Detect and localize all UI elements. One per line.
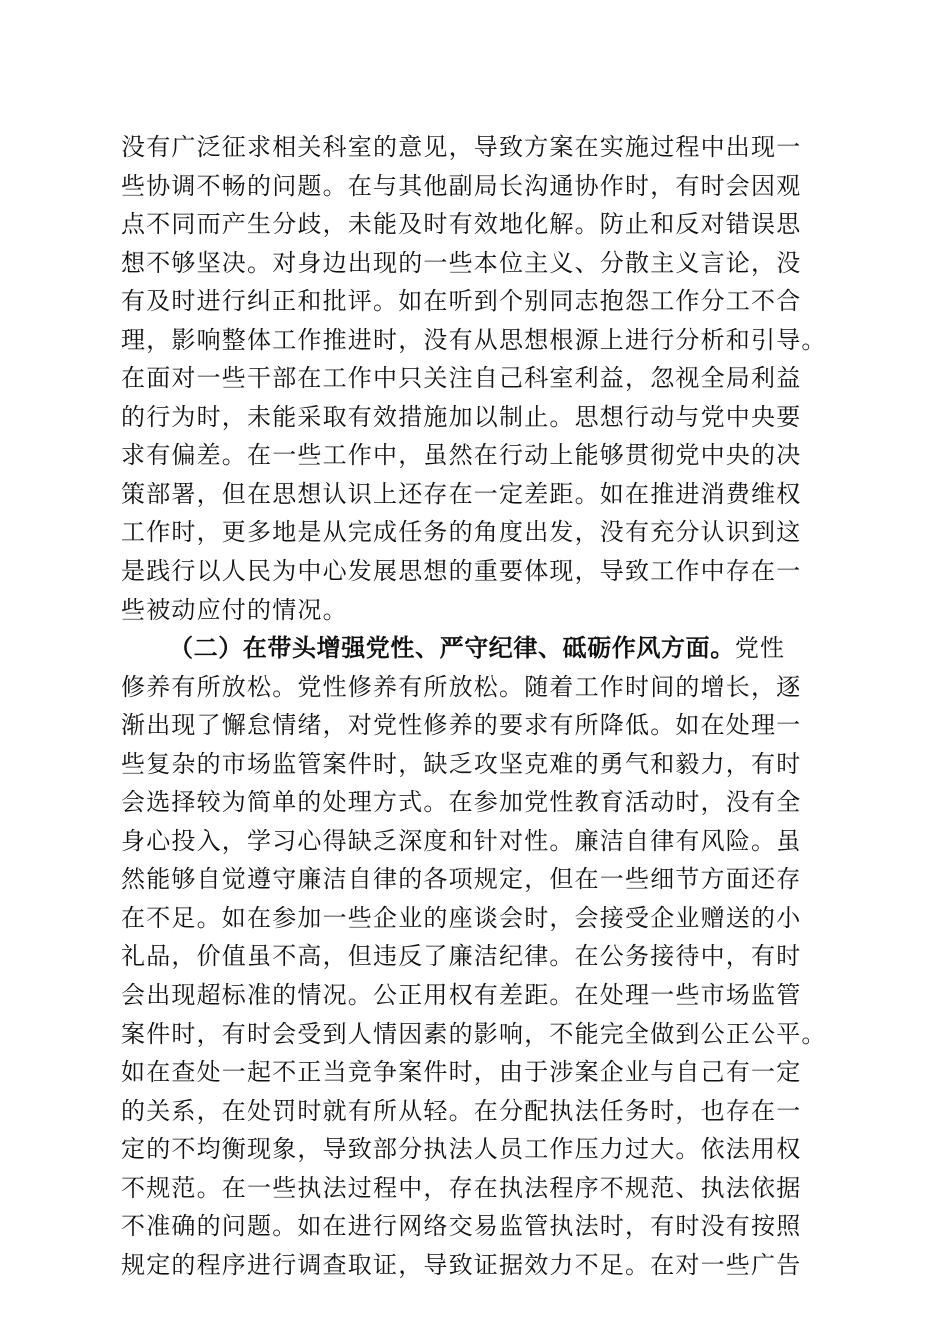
text-line: 定的不均衡现象，导致部分执法人员工作压力过大。依法用权	[121, 1135, 802, 1164]
text-line: 渐出现了懈怠情绪，对党性修养的要求有所降低。如在处理一	[121, 711, 802, 740]
text-line: 会出现超标准的情况。公正用权有差距。在处理一些市场监管	[121, 981, 802, 1010]
text-line: 不规范。在一些执法过程中，存在执法程序不规范、执法依据	[121, 1173, 802, 1202]
text-line: 在不足。如在参加一些企业的座谈会时，会接受企业赠送的小	[121, 903, 802, 932]
body-text	[121, 128, 833, 1284]
text-line: 些协调不畅的问题。在与其他副局长沟通协作时，有时会因观	[121, 171, 802, 200]
text-line: 理，影响整体工作推进时，没有从思想根源上进行分析和引导。	[121, 325, 827, 354]
text-line: 如在查处一起不正当竞争案件时，由于涉案企业与自己有一定	[121, 1058, 802, 1087]
text-line: 会选择较为简单的处理方式。在参加党性教育活动时，没有全	[121, 788, 802, 817]
section-heading-line	[121, 629, 833, 668]
text-line: 没有广泛征求相关科室的意见，导致方案在实施过程中出现一	[121, 133, 802, 161]
text-line: 修养有所放松。党性修养有所放松。随着工作时间的增长，逐	[121, 672, 802, 701]
text-line: 规定的程序进行调查取证，导致证据效力不足。在对一些广告	[121, 1250, 802, 1279]
text-line: 有及时进行纠正和批评。如在听到个别同志抱怨工作分工不合	[121, 287, 802, 316]
text-line: 的行为时，未能采取有效措施加以制止。思想行动与党中央要	[121, 402, 802, 431]
text-line: 的关系，在处罚时就有所从轻。在分配执法任务时，也存在一	[121, 1096, 802, 1125]
text-line: 工作时，更多地是从完成任务的角度出发，没有充分认识到这	[121, 518, 802, 547]
text-line: 礼品，价值虽不高，但违反了廉洁纪律。在公务接待中，有时	[121, 942, 802, 971]
text-line: 些复杂的市场监管案件时，缺乏攻坚克难的勇气和毅力，有时	[121, 749, 802, 778]
text-line: 身心投入，学习心得缺乏深度和针对性。廉洁自律有风险。虽	[121, 826, 802, 855]
text-line: 不准确的问题。如在进行网络交易监管执法时，有时没有按照	[121, 1212, 802, 1241]
text-line: 想不够坚决。对身边出现的一些本位主义、分散主义言论，没	[121, 248, 802, 277]
text-line: 在面对一些干部在工作中只关注自己科室利益，忽视全局利益	[121, 364, 802, 393]
section-heading: （二）在带头增强党性、严守纪律、砥砺作风方面。	[169, 633, 735, 663]
text-line: 是践行以人民为中心发展思想的重要体现，导致工作中存在一	[121, 557, 802, 586]
text-line: 些被动应付的情况。	[121, 595, 348, 624]
text-line: 策部署，但在思想认识上还存在一定差距。如在推进消费维权	[121, 479, 802, 508]
text-line: 点不同而产生分歧，未能及时有效地化解。防止和反对错误思	[121, 210, 802, 239]
text-line: 求有偏差。在一些工作中，虽然在行动上能够贯彻党中央的决	[121, 441, 802, 470]
text-line: 然能够自觉遵守廉洁自律的各项规定，但在一些细节方面还存	[121, 865, 802, 894]
section-heading-tail: 党性	[734, 634, 786, 663]
text-line: 案件时，有时会受到人情因素的影响，不能完全做到公正公平。	[121, 1019, 827, 1048]
